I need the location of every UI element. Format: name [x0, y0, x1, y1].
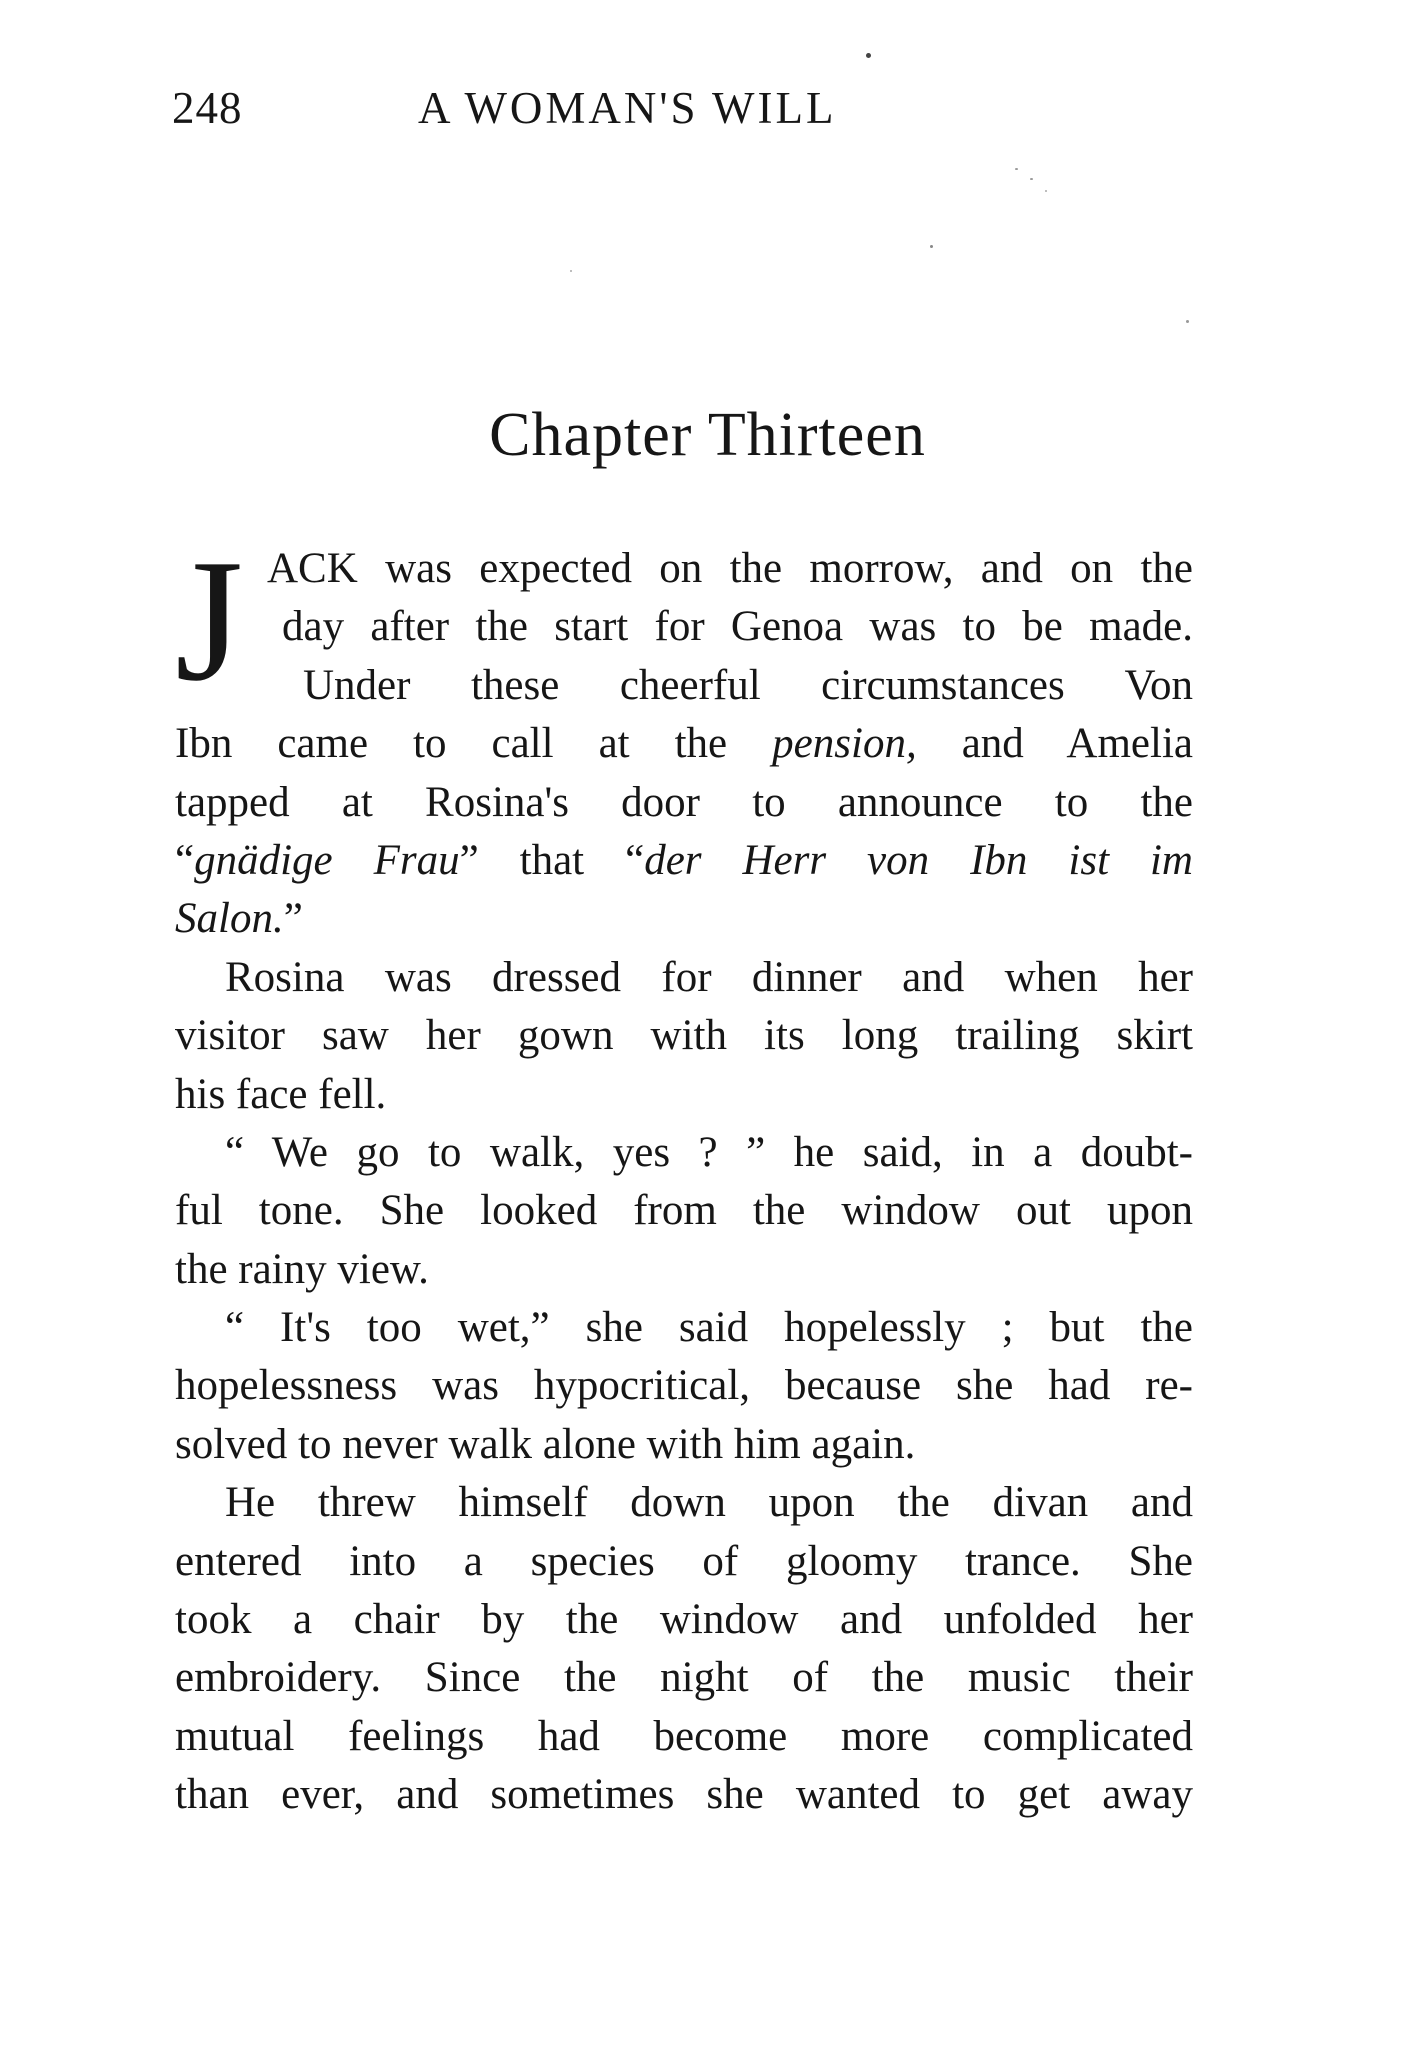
text-line: entered into a species of gloomy trance. She: [175, 1537, 1193, 1585]
text-line: his face fell.: [175, 1070, 387, 1118]
ink-speck: [1045, 190, 1047, 192]
text-line: ACK was expected on the morrow, and on the: [267, 545, 1193, 592]
body-text: [175, 523, 1193, 1825]
text-line: “ It's too wet,” she said hopelessly ; but the: [225, 1304, 1193, 1352]
drop-cap: J: [175, 523, 244, 717]
text-line: “ We go to walk, yes ? ” he said, in a doubt-: [225, 1128, 1193, 1176]
text-line: hopelessness was hypocritical, because she had re-: [175, 1362, 1193, 1410]
ink-speck: [930, 245, 933, 248]
text-line: Ibn came to call at the pension, and Amelia: [175, 720, 1193, 768]
text-line: than ever, and sometimes she wanted to get away: [175, 1771, 1193, 1819]
text-line: “gnädige Frau” that “der Herr von Ibn ist im: [175, 836, 1193, 884]
ink-speck: [570, 270, 572, 272]
text-line: Salon.”: [175, 895, 303, 943]
text-line: took a chair by the window and unfolded her: [175, 1596, 1193, 1644]
text-line: ful tone. She looked from the window out upon: [175, 1187, 1193, 1235]
ink-speck: [1186, 320, 1189, 323]
text-line: tapped at Rosina's door to announce to the: [175, 778, 1193, 826]
running-header: [172, 82, 932, 152]
chapter-title: Chapter Thirteen: [489, 401, 926, 469]
ink-speck: [1030, 178, 1033, 180]
text-line: visitor saw her gown with its long trailing skirt: [175, 1012, 1193, 1060]
text-line: solved to never walk alone with him again.: [175, 1420, 916, 1468]
text-line: the rainy view.: [175, 1245, 429, 1293]
text-line: Under these cheerful circumstances Von: [303, 661, 1193, 709]
text-line: day after the start for Genoa was to be made.: [282, 603, 1193, 651]
text-line: Rosina was dressed for dinner and when her: [225, 953, 1193, 1001]
running-title: A WOMAN'S WILL: [418, 83, 837, 133]
ink-speck: [1015, 168, 1018, 170]
text-line: mutual feelings had become more complicated: [175, 1712, 1193, 1760]
ink-speck: [866, 53, 871, 58]
page-number: 248: [172, 83, 243, 133]
text-line: He threw himself down upon the divan and: [225, 1479, 1193, 1527]
text-line: embroidery. Since the night of the music their: [175, 1654, 1193, 1702]
